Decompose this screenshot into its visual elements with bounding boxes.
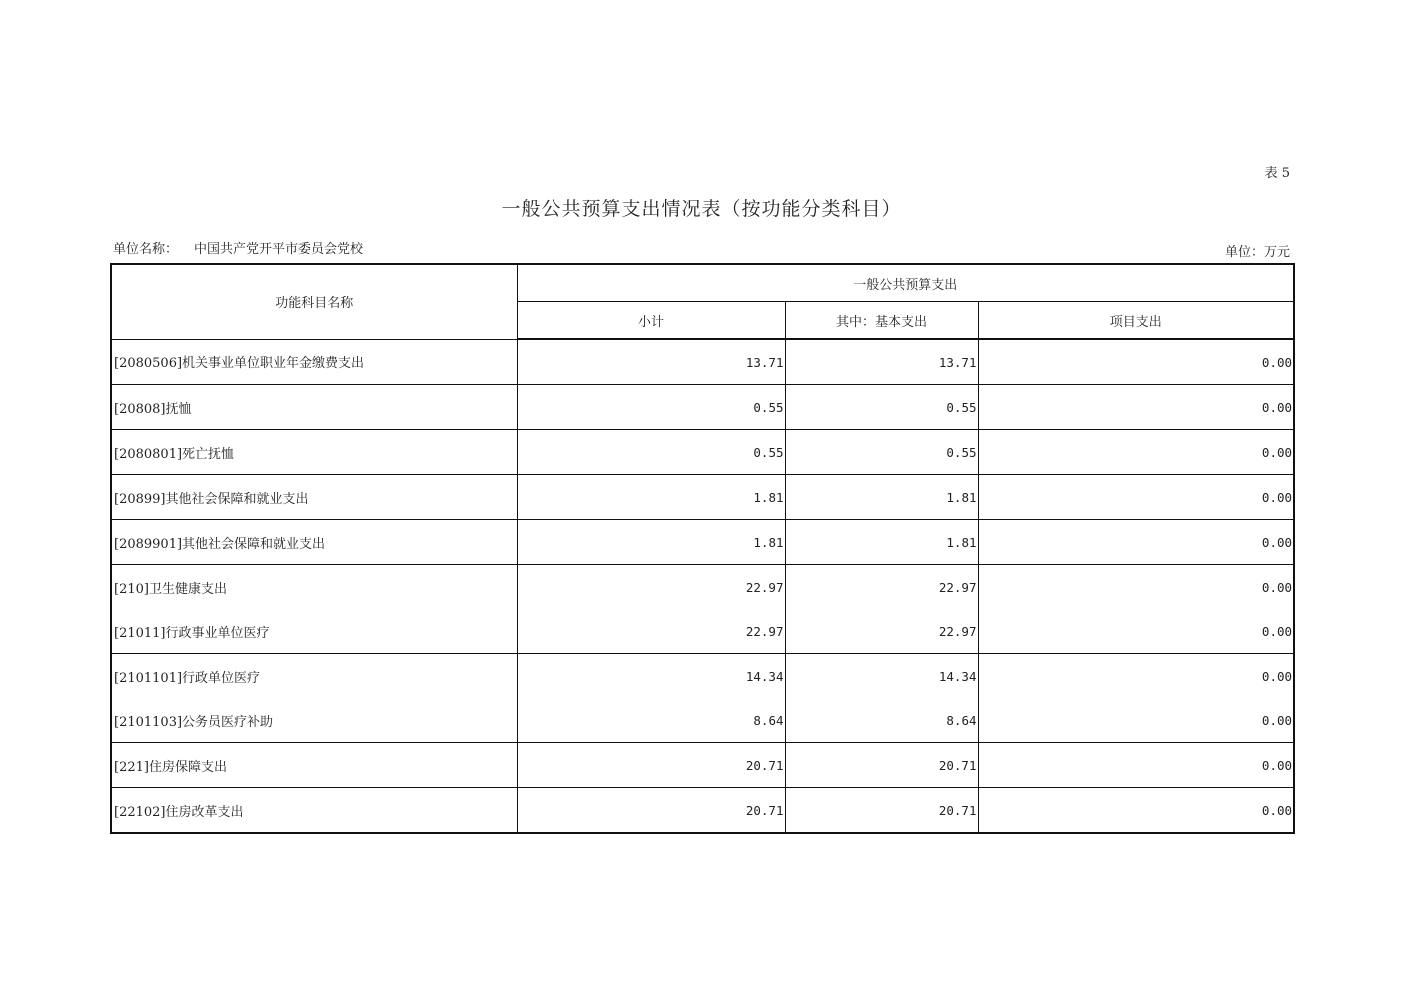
cell-subtotal: 20.71 — [517, 743, 785, 788]
cell-subtotal: 22.97 — [517, 565, 785, 610]
table-row — [111, 609, 1294, 654]
cell-basic: 13.71 — [785, 339, 978, 385]
cell-project: 0.00 — [978, 430, 1294, 475]
table-row — [111, 698, 1294, 743]
cell-subtotal: 1.81 — [517, 520, 785, 565]
cell-subtotal: 20.71 — [517, 788, 785, 834]
table-row — [111, 743, 1294, 788]
cell-project: 0.00 — [978, 339, 1294, 385]
budget-table — [110, 263, 1295, 834]
cell-subtotal: 8.64 — [517, 698, 785, 743]
table-row — [111, 565, 1294, 610]
cell-project: 0.00 — [978, 698, 1294, 743]
cell-basic: 1.81 — [785, 520, 978, 565]
cell-basic: 1.81 — [785, 475, 978, 520]
cell-function-name: [20808]抚恤 — [111, 385, 517, 430]
header-basic: 其中：基本支出 — [785, 302, 978, 340]
table-row — [111, 520, 1294, 565]
header-general-budget: 一般公共预算支出 — [517, 264, 1294, 302]
cell-basic: 20.71 — [785, 788, 978, 834]
cell-function-name: [2101103]公务员医疗补助 — [111, 698, 517, 743]
cell-function-name: [20899]其他社会保障和就业支出 — [111, 475, 517, 520]
cell-subtotal: 22.97 — [517, 609, 785, 654]
cell-function-name: [21011]行政事业单位医疗 — [111, 609, 517, 654]
table-row — [111, 788, 1294, 834]
cell-project: 0.00 — [978, 743, 1294, 788]
document-title: 一般公共预算支出情况表（按功能分类科目） — [501, 198, 902, 220]
cell-basic: 22.97 — [785, 609, 978, 654]
cell-basic: 0.55 — [785, 430, 978, 475]
table-row — [111, 385, 1294, 430]
cell-subtotal: 13.71 — [517, 339, 785, 385]
cell-project: 0.00 — [978, 385, 1294, 430]
table-row — [111, 475, 1294, 520]
cell-basic: 14.34 — [785, 654, 978, 699]
cell-project: 0.00 — [978, 520, 1294, 565]
cell-basic: 0.55 — [785, 385, 978, 430]
cell-basic: 22.97 — [785, 565, 978, 610]
cell-function-name: [22102]住房改革支出 — [111, 788, 517, 834]
cell-function-name: [2089901]其他社会保障和就业支出 — [111, 520, 517, 565]
cell-function-name: [221]住房保障支出 — [111, 743, 517, 788]
cell-function-name: [2101101]行政单位医疗 — [111, 654, 517, 699]
cell-project: 0.00 — [978, 565, 1294, 610]
cell-function-name: [2080801]死亡抚恤 — [111, 430, 517, 475]
header-function-name: 功能科目名称 — [111, 264, 517, 339]
cell-subtotal: 0.55 — [517, 430, 785, 475]
header-project: 项目支出 — [978, 302, 1294, 340]
cell-project: 0.00 — [978, 788, 1294, 834]
cell-basic: 8.64 — [785, 698, 978, 743]
cell-subtotal: 0.55 — [517, 385, 785, 430]
cell-project: 0.00 — [978, 609, 1294, 654]
table-row — [111, 654, 1294, 699]
unit-name-value: 中国共产党开平市委员会党校 — [194, 242, 364, 257]
cell-basic: 20.71 — [785, 743, 978, 788]
unit-name-label: 单位名称： — [113, 242, 179, 257]
table-body — [111, 339, 1294, 833]
cell-function-name: [210]卫生健康支出 — [111, 565, 517, 610]
cell-subtotal: 14.34 — [517, 654, 785, 699]
cell-subtotal: 1.81 — [517, 475, 785, 520]
table-row — [111, 339, 1294, 385]
currency-unit: 单位：万元 — [1224, 245, 1290, 260]
cell-project: 0.00 — [978, 475, 1294, 520]
header-subtotal: 小计 — [517, 302, 785, 340]
table-row — [111, 430, 1294, 475]
cell-function-name: [2080506]机关事业单位职业年金缴费支出 — [111, 339, 517, 385]
cell-project: 0.00 — [978, 654, 1294, 699]
unit-name — [113, 238, 363, 257]
table-number: 表 5 — [1264, 166, 1290, 181]
